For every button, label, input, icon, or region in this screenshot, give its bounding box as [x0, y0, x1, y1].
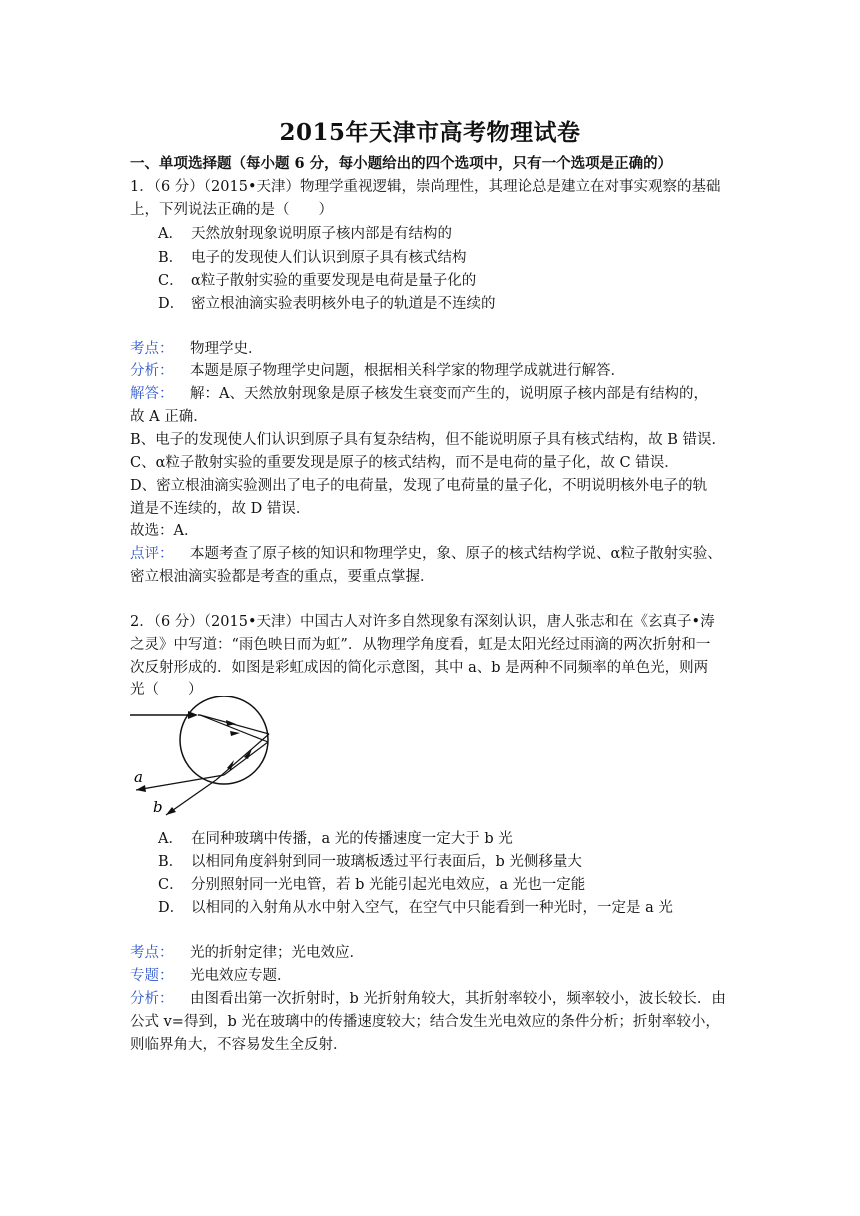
kaodian-value: 光的折射定律；光电效应． — [190, 945, 364, 961]
q1-answer-line: 故选：A． — [130, 523, 199, 539]
option-letter: C． — [158, 877, 184, 893]
section-header: 一、单项选择题（每小题 6 分，每小题给出的四个选项中，只有一个选项是正确的） — [130, 155, 673, 172]
dianping-label: 点评： — [130, 546, 174, 562]
option-text: 密立根油滴实验表明核外电子的轨道是不连续的 — [191, 296, 496, 312]
q2-stem-line: 之灵》中写道：“雨色映日而为虹”．从物理学角度看，虹是太阳光经过雨滴的两次折射和一 — [130, 637, 711, 653]
q1-stem-line: 1．（6 分）（2015•天津）物理学重视逻辑，崇尚理性，其理论总是建立在对事实观察的基础 — [130, 179, 721, 195]
refracted-ray-a — [200, 715, 268, 742]
fenxi-value: 本题是原子物理学史问题，根据相关科学家的物理学成就进行解答． — [190, 363, 625, 379]
document-title: 2015年天津市高考物理试卷 — [279, 119, 581, 146]
option-letter: C． — [158, 273, 184, 289]
option-letter: D． — [158, 296, 185, 312]
rainbow-diagram — [128, 696, 278, 820]
q2-fenxi-line: 则临界角大，不容易发生全反射． — [130, 1037, 348, 1053]
q1-jieda-line: 道是不连续的，故 D 错误． — [130, 501, 311, 517]
fenxi-line: 由图看出第一次折射时，b 光折射角较大，其折射率较小，频率较小，波长较长．由 — [190, 991, 726, 1007]
zhuanti-value: 光电效应专题． — [190, 968, 292, 984]
option-text: 天然放射现象说明原子核内部是有结构的 — [191, 226, 452, 242]
zhuanti-label: 专题： — [130, 968, 174, 984]
label-b: b — [153, 798, 163, 816]
option-letter: A． — [158, 831, 183, 847]
jieda-line: 解：A、天然放射现象是原子核发生衰变而产生的，说明原子核内部是有结构的， — [190, 386, 708, 402]
arrow-icon — [188, 711, 198, 719]
fenxi-label: 分析： — [130, 991, 174, 1007]
fenxi-label: 分析： — [130, 363, 174, 379]
q1-stem-line: 上，下列说法正确的是（ ） — [130, 202, 333, 218]
reflected-ray-b — [216, 734, 269, 780]
option-text: 电子的发现使人们认识到原子具有核式结构 — [191, 250, 467, 266]
kaodian-label: 考点： — [130, 341, 174, 357]
option-text: 以相同的入射角从水中射入空气，在空气中只能看到一种光时，一定是 a 光 — [191, 900, 673, 916]
option-text: α粒子散射实验的重要发现是电荷是量子化的 — [191, 273, 477, 289]
option-letter: B． — [158, 854, 184, 870]
kaodian-value: 物理学史． — [190, 341, 263, 357]
q1-jieda-line: 故 A 正确． — [130, 409, 208, 425]
q1-dianping-line: 密立根油滴实验都是考查的重点，要重点掌握． — [130, 569, 435, 585]
q1-jieda-line: D、密立根油滴实验测出了电子的电荷量，发现了电荷量的量子化，不明说明核外电子的轨 — [130, 478, 708, 494]
option-letter: B． — [158, 250, 184, 266]
option-letter: A． — [158, 226, 183, 242]
arrow-icon — [230, 731, 240, 736]
dianping-line: 本题考查了原子核的知识和物理学史，象、原子的核式结构学说、α粒子散射实验、 — [190, 546, 722, 562]
option-text: 以相同角度斜射到同一玻璃板透过平行表面后，b 光侧移量大 — [191, 854, 582, 870]
option-text: 分别照射同一光电管，若 b 光能引起光电效应，a 光也一定能 — [191, 877, 586, 893]
raindrop-circle — [180, 696, 268, 784]
q2-stem-line: 光（ ） — [130, 682, 203, 698]
arrow-icon — [166, 807, 176, 815]
jieda-label: 解答： — [130, 386, 174, 402]
refracted-ray-b — [200, 715, 269, 734]
q2-fenxi-line: 公式 v=得到，b 光在玻璃中的传播速度较大；结合发生光电效应的条件分析；折射率较小， — [130, 1014, 720, 1030]
arrow-icon — [136, 785, 146, 792]
q1-jieda-line: C、α粒子散射实验的重要发现是原子的核式结构，而不是电荷的量子化，故 C 错误． — [130, 455, 679, 471]
q2-stem-line: 次反射形成的．如图是彩虹成因的简化示意图，其中 a、b 是两种不同频率的单色光，则两 — [130, 660, 709, 676]
q2-stem-line: 2．（6 分）（2015•天津）中国古人对许多自然现象有深刻认识，唐人张志和在《玄真子•涛 — [130, 614, 715, 630]
label-a: a — [134, 768, 143, 786]
reflected-ray-a — [224, 742, 268, 775]
q1-jieda-line: B、电子的发现使人们认识到原子具有复杂结构，但不能说明原子具有核式结构，故 B 错误． — [130, 432, 727, 448]
option-text: 在同种玻璃中传播，a 光的传播速度一定大于 b 光 — [191, 831, 513, 847]
option-letter: D． — [158, 900, 185, 916]
kaodian-label: 考点： — [130, 945, 174, 961]
